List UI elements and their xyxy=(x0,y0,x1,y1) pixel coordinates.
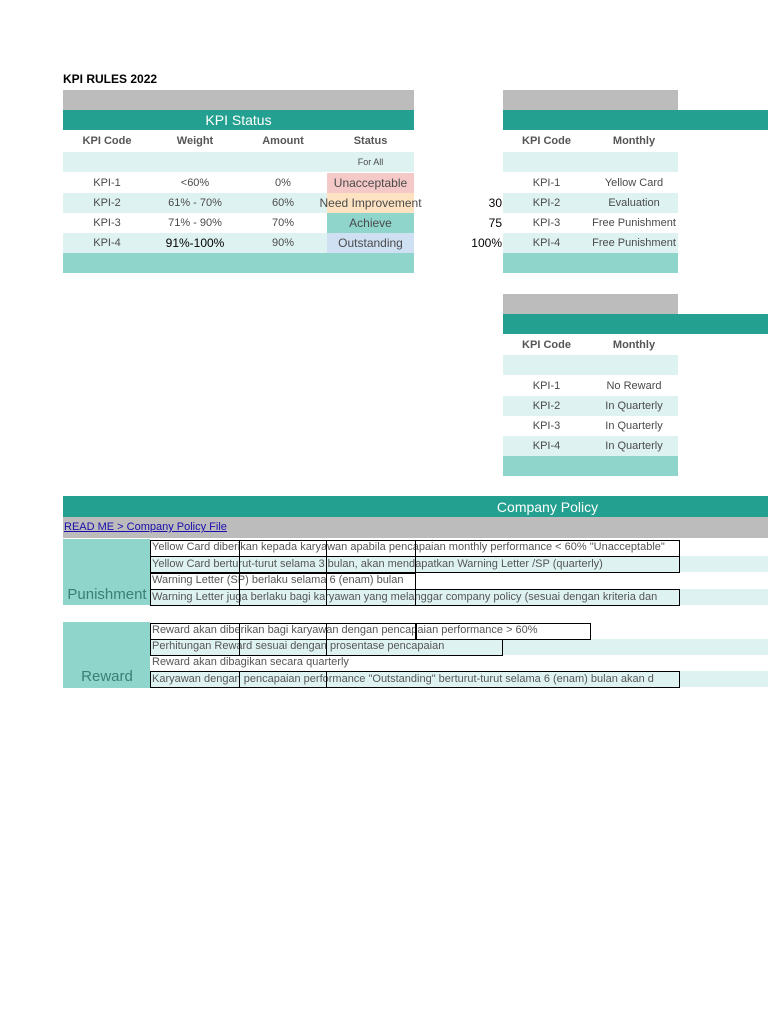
status-grey-band xyxy=(63,90,414,110)
col-header-monthly: Monthly xyxy=(612,135,656,147)
kpi-code: KPI-1 xyxy=(93,177,121,189)
kpi-code: KPI-2 xyxy=(532,197,561,209)
kpi-weight: <60% xyxy=(180,177,210,189)
punishment-line: Yellow Card diberikan kepada karyawan apabila pencapaian monthly performance < 60% "Unacceptable" xyxy=(152,541,665,553)
kpi-code: KPI-1 xyxy=(532,380,561,392)
kpi-code: KPI-4 xyxy=(532,440,561,452)
kpi-code: KPI-3 xyxy=(93,217,121,229)
col-header-kpi-code: KPI Code xyxy=(82,135,132,147)
status-achieve: Achieve xyxy=(327,213,414,233)
kpi-weight: 71% - 90% xyxy=(168,217,222,229)
punishment-monthly: Yellow Card xyxy=(604,177,664,189)
kpi-code: KPI-4 xyxy=(93,237,121,249)
kpi-code: KPI-3 xyxy=(532,217,561,229)
reward-monthly: In Quarterly xyxy=(605,420,663,432)
reward-footer-band xyxy=(503,456,678,476)
status-table-header: KPI Status xyxy=(63,110,414,130)
col-header-kpi-code: KPI Code xyxy=(522,339,571,351)
cell-border xyxy=(415,623,417,640)
kpi-amount: 60% xyxy=(271,197,295,209)
col-header-weight: Weight xyxy=(176,135,214,147)
punishment-monthly: Free Punishment xyxy=(592,217,676,229)
kpi-weight: 91%-100% xyxy=(165,236,225,250)
kpi-amount: 90% xyxy=(271,237,295,249)
side-value: 100% xyxy=(471,236,502,250)
punishment-label: Punishment xyxy=(67,586,147,603)
kpi-amount: 0% xyxy=(275,177,291,189)
reward-line: Karyawan dengan pencapaian performance "Outstanding" berturut-turut selama 6 (enam) bulan akan d xyxy=(152,673,654,685)
page-title: KPI RULES 2022 xyxy=(63,72,158,86)
cell-border xyxy=(239,671,327,688)
kpi-code: KPI-2 xyxy=(93,197,121,209)
kpi-amount: 70% xyxy=(271,217,295,229)
cell-border xyxy=(239,540,327,606)
reward-label: Reward xyxy=(81,668,133,685)
cell-border xyxy=(150,671,680,688)
side-value: 75 xyxy=(488,216,502,230)
cell-border xyxy=(150,623,591,640)
punishment-monthly: Evaluation xyxy=(608,197,660,209)
status-outstanding: Outstanding xyxy=(327,233,414,253)
reward-monthly: In Quarterly xyxy=(605,440,663,452)
col-header-kpi-code: KPI Code xyxy=(522,135,571,147)
col-header-monthly: Monthly xyxy=(612,339,656,351)
kpi-weight: 61% - 70% xyxy=(168,197,222,209)
side-value: 30 xyxy=(488,196,502,210)
company-policy-link[interactable]: READ ME > Company Policy File xyxy=(64,521,227,533)
status-footer-band xyxy=(63,253,414,273)
col-header-amount: Amount xyxy=(262,135,304,147)
col-header-status: Status xyxy=(353,135,388,147)
punishment-line: Warning Letter (SP) berlaku selama 6 (enam) bulan xyxy=(152,574,404,586)
punishment-grey-band xyxy=(503,90,678,110)
status-need-improvement: Need Improvement xyxy=(327,193,414,213)
punishment-monthly: Free Punishment xyxy=(592,237,676,249)
cell-border xyxy=(415,540,503,606)
policy-header: Company Policy xyxy=(496,498,599,515)
reward-teal-band xyxy=(503,314,768,334)
punishment-subheader-row xyxy=(503,152,678,172)
punishment-footer-band xyxy=(503,253,678,273)
cell-border xyxy=(239,623,327,656)
kpi-code: KPI-4 xyxy=(532,237,561,249)
kpi-code: KPI-2 xyxy=(532,400,561,412)
status-unacceptable: Unacceptable xyxy=(327,173,414,193)
reward-subheader-row xyxy=(503,355,678,375)
reward-line: Reward akan diberikan bagi karyawan dengan pencapaian performance > 60% xyxy=(152,624,538,636)
punishment-line: Yellow Card berturut-turut selama 3 bulan, akan mendapatkan Warning Letter /SP (quarterly) xyxy=(152,558,603,570)
kpi-code: KPI-1 xyxy=(532,177,561,189)
reward-grey-band xyxy=(503,294,678,314)
subheader-for-all: For All xyxy=(357,157,384,167)
kpi-code: KPI-3 xyxy=(532,420,561,432)
reward-line: Reward akan dibagikan secara quarterly xyxy=(152,656,349,668)
punishment-teal-band xyxy=(503,110,768,130)
reward-monthly: In Quarterly xyxy=(605,400,663,412)
reward-line: Perhitungan Reward sesuai dengan prosentase pencapaian xyxy=(152,640,445,652)
reward-monthly: No Reward xyxy=(606,380,662,392)
punishment-line: Warning Letter juga berlaku bagi karyawan yang melanggar company policy (sesuai dengan kriteria dan xyxy=(152,591,658,603)
